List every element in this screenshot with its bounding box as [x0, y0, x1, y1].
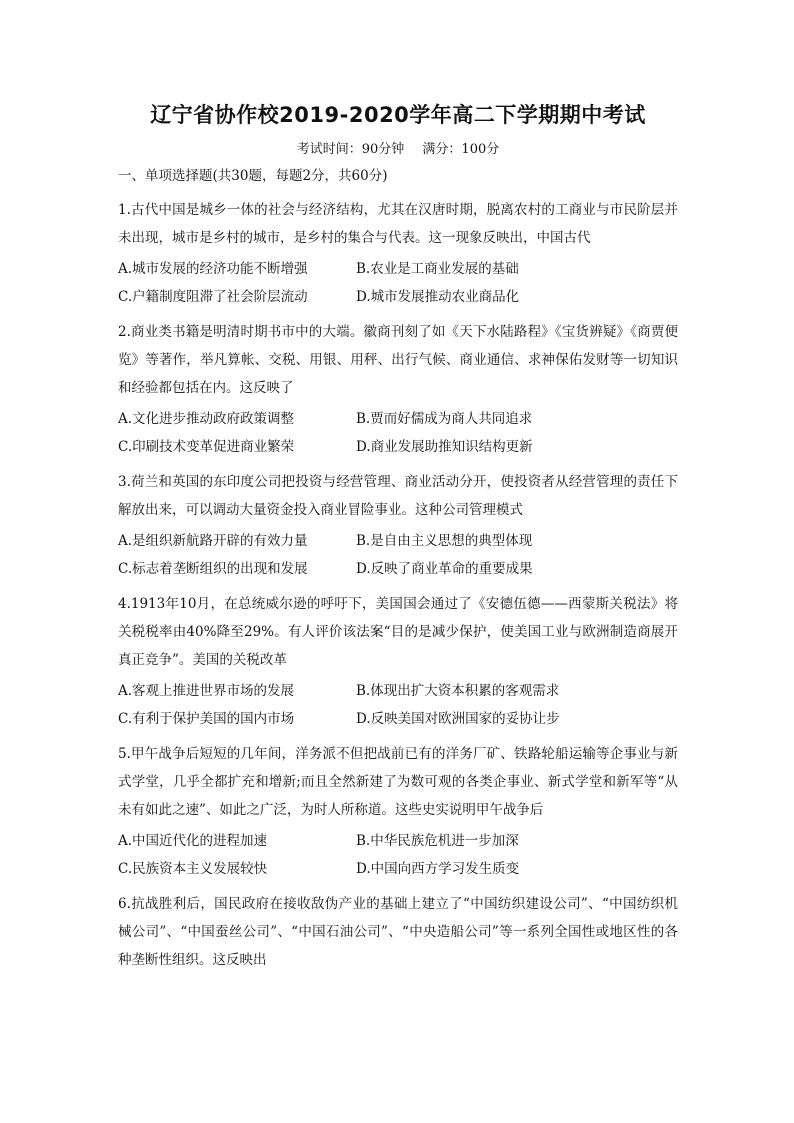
- option-d: D.反映美国对欧洲国家的妥协让步: [356, 711, 560, 727]
- question-stem: 2.商业类书籍是明清时期书市中的大端。徽商刊刻了如《天下水陆路程》《宝货辨疑》《商贾便览》等著作，举凡算帐、交税、用银、用秤、出行气候、商业通信、求神保佑发财等一切知识和经验都包括在内。这反映了: [118, 324, 678, 396]
- question-3: [118, 468, 678, 580]
- section-heading: 一、单项选择题(共30题，每题2分，共60分): [118, 168, 388, 184]
- option-b: B.中华民族危机进一步加深: [356, 833, 519, 849]
- exam-page: [118, 100, 678, 974]
- question-5: [118, 740, 678, 880]
- exam-info: [118, 140, 678, 160]
- question-stem: 1.古代中国是城乡一体的社会与经济结构，尤其在汉唐时期，脱离农村的工商业与市民阶层并未出现，城市是乡村的城市，是乡村的集合与代表。这一现象反映出，中国古代: [118, 202, 678, 246]
- option-list: [118, 258, 678, 308]
- option-c: C.有利于保护美国的国内市场: [118, 711, 295, 727]
- option-b: B.体现出扩大资本积累的客观需求: [356, 683, 560, 699]
- question-1: [118, 196, 678, 308]
- question-6: [118, 890, 678, 974]
- question-stem: 4.1913年10月，在总统威尔逊的呼吁下，美国国会通过了《安德伍德——西蒙斯关税法》将关税税率由40%降至29%。有人评价该法案“目的是减少保护，使美国工业与欧洲制造商展开真正竞争”。美国的关税改革: [118, 596, 678, 668]
- question-stem: 3.荷兰和英国的东印度公司把投资与经营管理、商业活动分开，使投资者从经营管理的责任下解放出来，可以调动大量资金投入商业冒险事业。这种公司管理模式: [118, 474, 678, 518]
- option-b: B.是自由主义思想的典型体现: [356, 533, 533, 549]
- exam-score: 满分：100分: [422, 142, 500, 157]
- option-d: D.中国向西方学习发生质变: [356, 861, 520, 877]
- option-a: A.城市发展的经济功能不断增强: [118, 261, 308, 277]
- option-list: [118, 408, 678, 458]
- option-b: B.农业是工商业发展的基础: [356, 261, 519, 277]
- question-stem: 6.抗战胜利后，国民政府在接收敌伪产业的基础上建立了“中国纺织建设公司”、“中国纺织机械公司”、“中国蚕丝公司”、“中国石油公司”、“中央造船公司”等一系列全国性或地区性的各种垄断性组织。这反映出: [118, 896, 678, 968]
- option-d: D.反映了商业革命的重要成果: [356, 561, 533, 577]
- exam-title: 辽宁省协作校2019-2020学年高二下学期期中考试: [150, 103, 646, 127]
- option-list: [118, 830, 678, 880]
- option-a: A.文化进步推动政府政策调整: [118, 411, 295, 427]
- option-a: A.客观上推进世界市场的发展: [118, 683, 295, 699]
- option-d: D.商业发展助推知识结构更新: [356, 439, 533, 455]
- option-c: C.民族资本主义发展较快: [118, 861, 268, 877]
- option-d: D.城市发展推动农业商品化: [356, 289, 520, 305]
- question-stem: 5.甲午战争后短短的几年间，洋务派不但把战前已有的洋务厂矿、铁路轮船运输等企事业与新式学堂，几乎全都扩充和增新;而且全然新建了为数可观的各类企事业、新式学堂和新军等“从未有如此之速”、如此之广泛，为时人所称道。这些史实说明甲午战争后: [118, 746, 678, 818]
- option-c: C.标志着垄断组织的出现和发展: [118, 561, 308, 577]
- option-a: A.中国近代化的进程加速: [118, 833, 268, 849]
- question-2: [118, 318, 678, 458]
- option-c: C.户籍制度阻滞了社会阶层流动: [118, 289, 308, 305]
- option-a: A.是组织新航路开辟的有效力量: [118, 533, 308, 549]
- option-b: B.贾而好儒成为商人共同追求: [356, 411, 533, 427]
- question-4: [118, 590, 678, 730]
- exam-time: 考试时间：90分钟: [296, 142, 405, 157]
- option-list: [118, 530, 678, 580]
- option-list: [118, 680, 678, 730]
- option-c: C.印刷技术变革促进商业繁荣: [118, 439, 295, 455]
